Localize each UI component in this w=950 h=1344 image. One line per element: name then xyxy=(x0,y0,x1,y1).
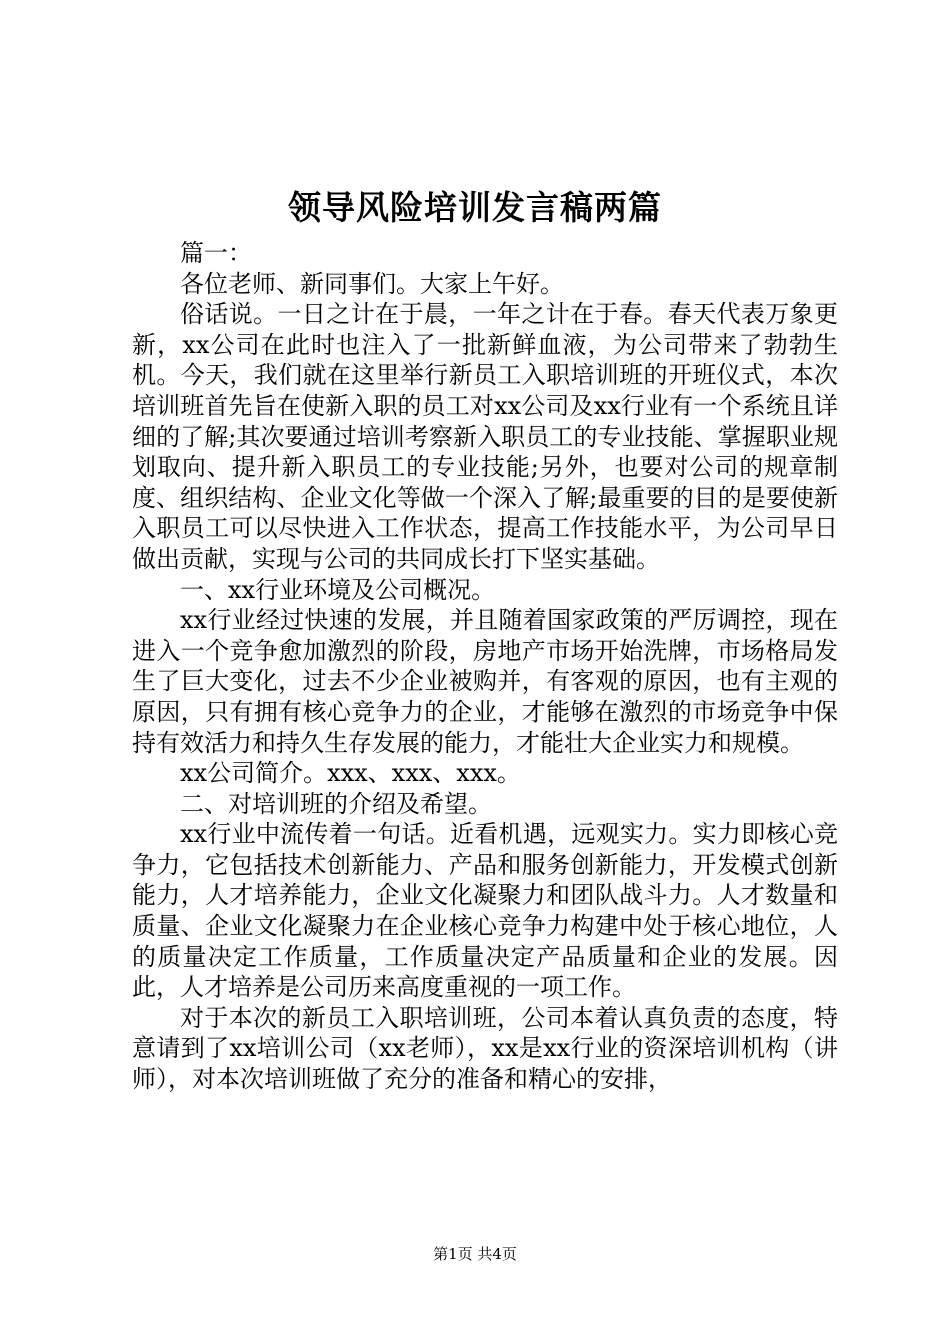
document-title: 领导风险培训发言稿两篇 xyxy=(288,188,662,227)
page-footer: 第1页 共4页 xyxy=(433,1245,517,1263)
paragraph-greeting: 各位老师、新同事们。大家上午好。 xyxy=(180,269,564,298)
paragraph-section-label: 篇一： xyxy=(180,239,252,267)
paragraph-heading-2: 二、对培训班的介绍及希望。 xyxy=(180,789,492,818)
paragraph-industry: xx行业经过快速的发展，并且随着国家政策的严厉调控，现在进入一个竞争愈加激烈的阶段，房地产市场开始洗牌，市场格局发生了巨大变化，过去不少企业被购并，有客观的原因，也有主观的原因，只有拥有核心竞争力的企业，才能够在激烈的市场竞争中保持有效活力和持久生存发展的能力，才能壮大企业实力和规模。 xyxy=(132,606,838,757)
paragraph-training-class: 对于本次的新员工入职培训班，公司本着认真负责的态度，特意请到了xx培训公司（xx老师），xx是xx行业的资深培训机构（讲师），对本次培训班做了充分的准备和精心的安排， xyxy=(132,1003,838,1094)
paragraph-competitiveness: xx行业中流传着一句话。近看机遇，远观实力。实力即核心竞争力，它包括技术创新能力、产品和服务创新能力，开发模式创新能力，人才培养能力，企业文化凝聚力和团队战斗力。人才数量和质量、企业文化凝聚力在企业核心竞争力构建中处于核心地位，人的质量决定工作质量，工作质量决定产品质量和企业的发展。因此，人才培养是公司历来高度重视的一项工作。 xyxy=(132,820,838,1002)
paragraph-company-brief: xx公司简介。xxx、xxx、xxx。 xyxy=(180,759,521,788)
document-body xyxy=(132,238,838,1095)
paragraph-intro: 俗话说。一日之计在于晨，一年之计在于春。春天代表万象更新，xx公司在此时也注入了一批新鲜血液，为公司带来了勃勃生机。今天，我们就在这里举行新员工入职培训班的开班仪式，本次培训班首先旨在使新入职的员工对xx公司及xx行业有一个系统且详细的了解;其次要通过培训考察新入职员工的专业技能、掌握职业规划取向、提升新入职员工的专业技能;另外，也要对公司的规章制度、组织结构、企业文化等做一个深入了解;最重要的目的是要使新入职员工可以尽快进入工作状态，提高工作技能水平，为公司早日做出贡献，实现与公司的共同成长打下坚实基础。 xyxy=(132,300,838,573)
paragraph-heading-1: 一、xx行业环境及公司概况。 xyxy=(180,575,496,604)
